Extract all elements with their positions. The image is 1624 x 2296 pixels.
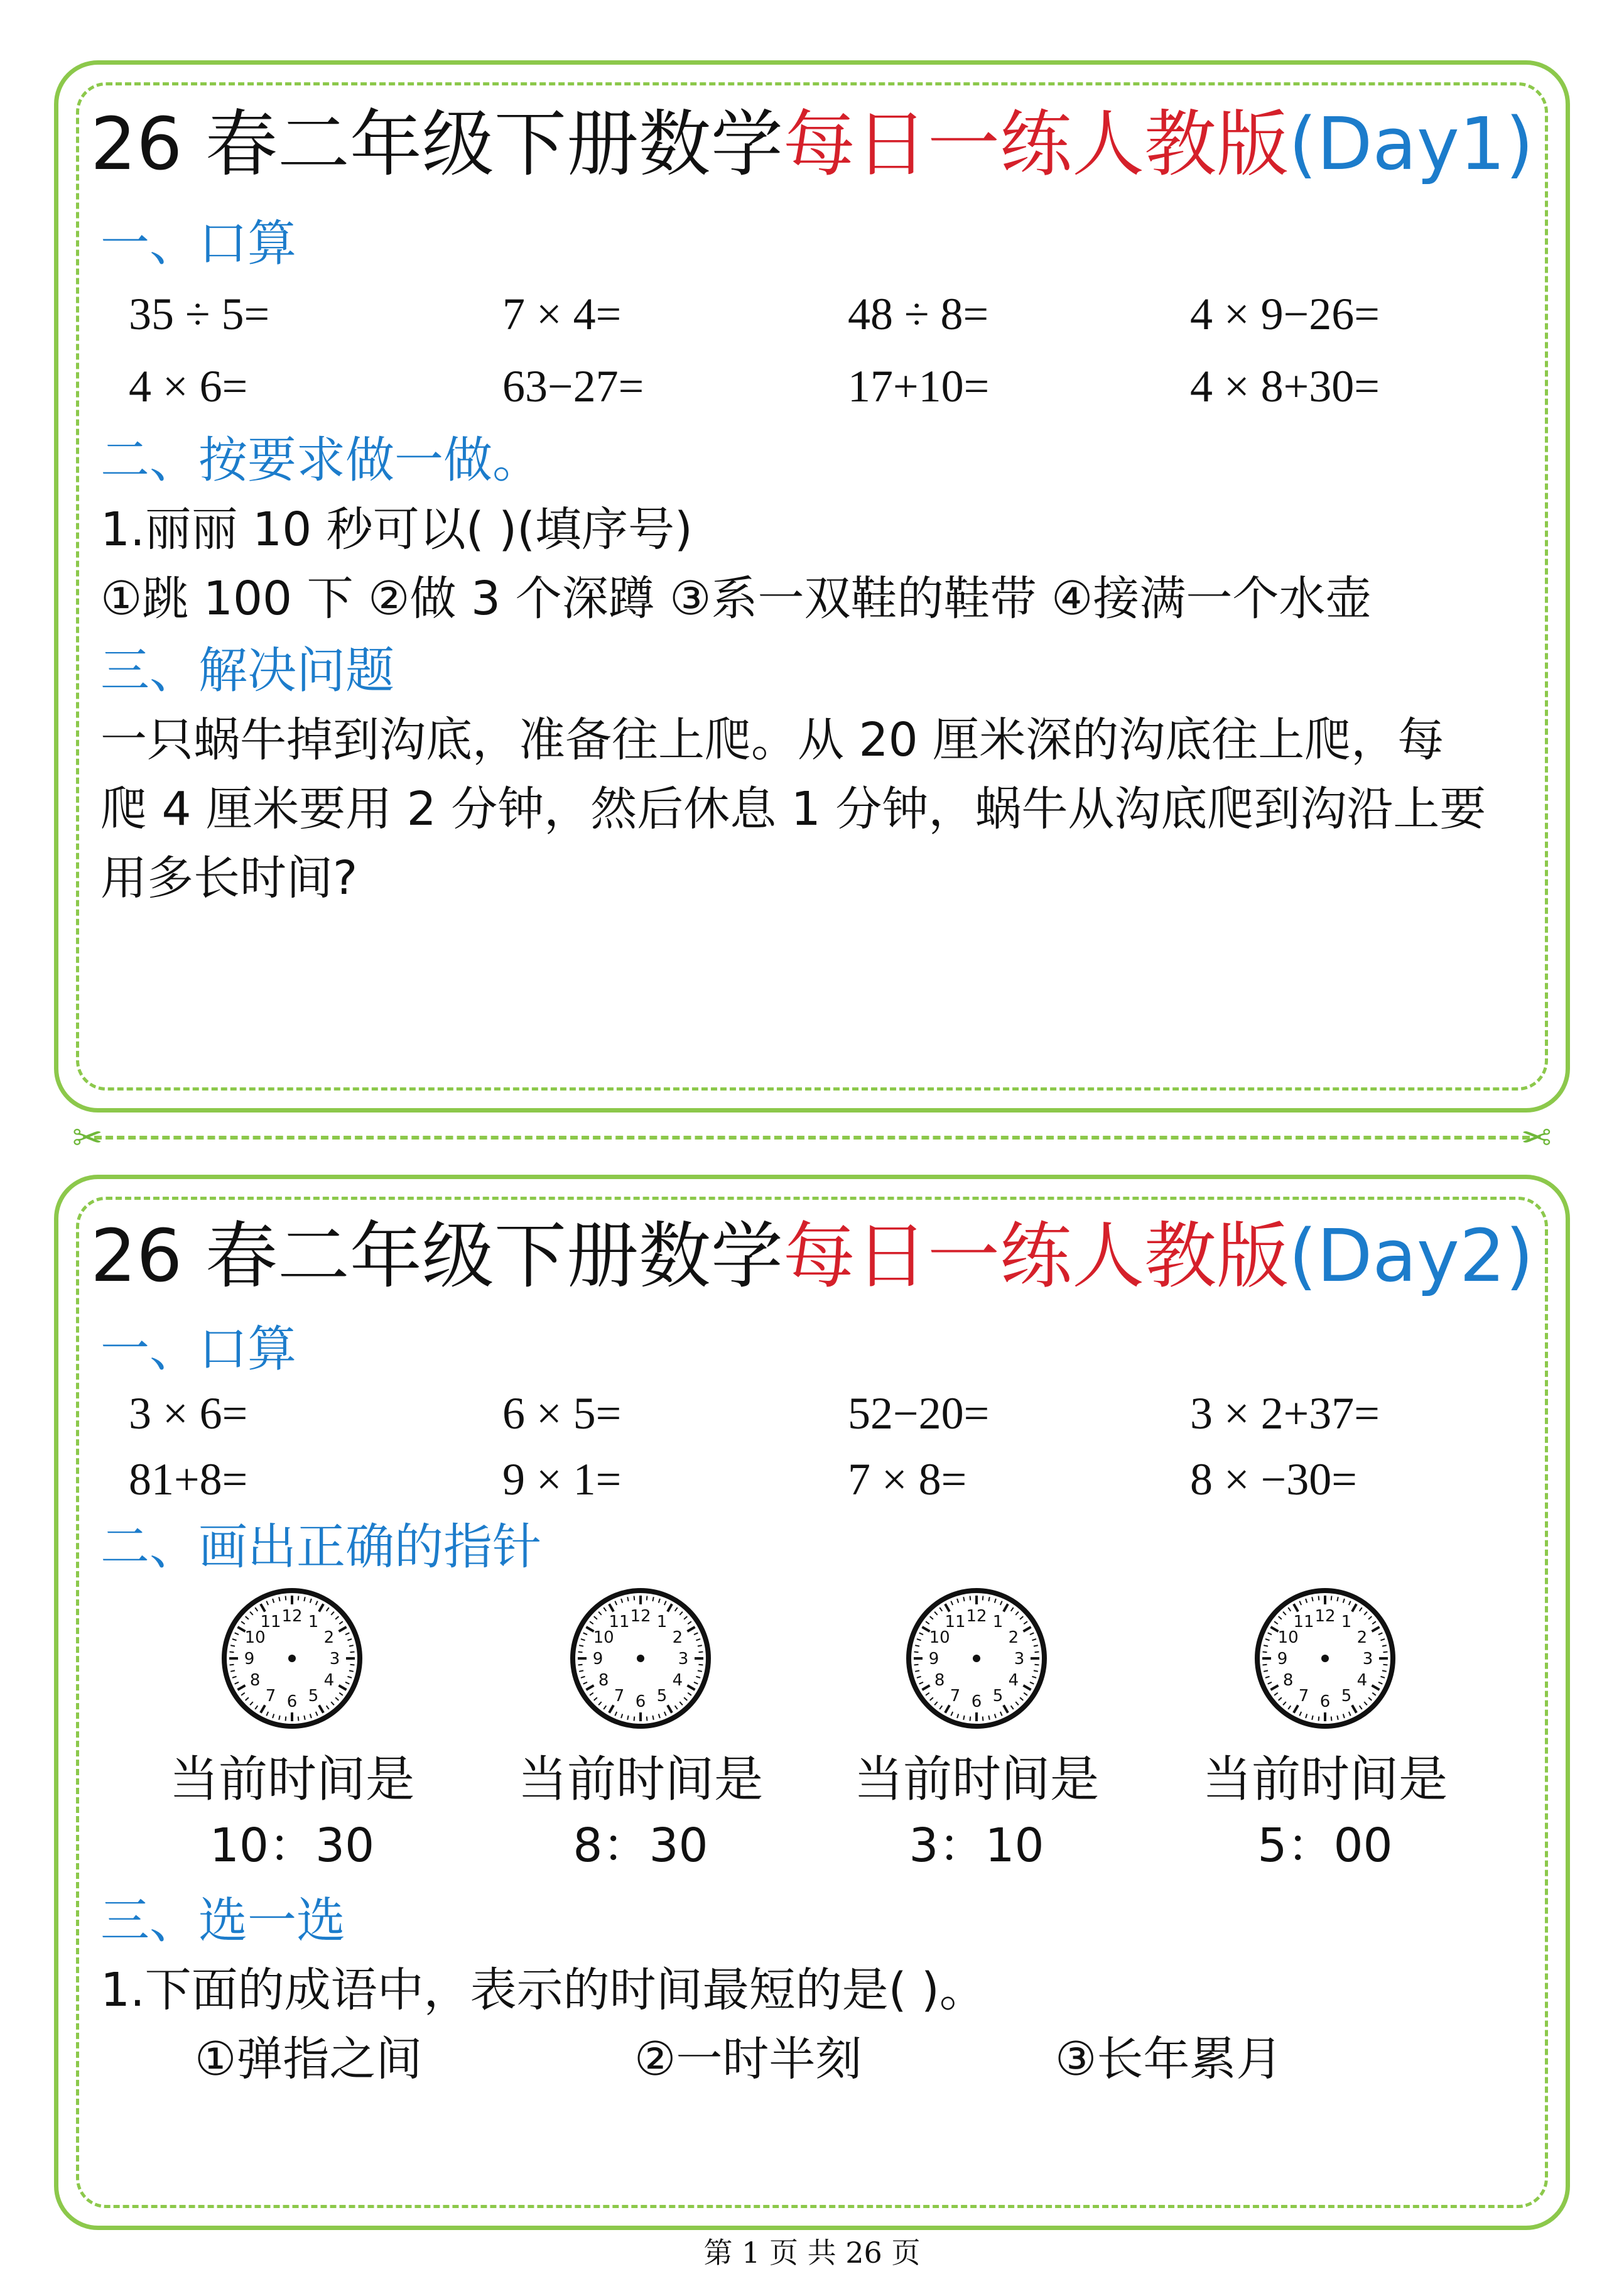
clock-time: 8：30 <box>573 1819 708 1873</box>
clock-number: 7 <box>614 1686 625 1706</box>
clock-number: 4 <box>1356 1671 1368 1690</box>
clock-number: 11 <box>1293 1613 1314 1632</box>
clock-number: 10 <box>593 1628 614 1647</box>
clock-number: 9 <box>592 1650 604 1668</box>
clock-number: 2 <box>323 1628 335 1647</box>
clock-number: 11 <box>609 1613 630 1632</box>
day2-calc-item: 7 × 8= <box>848 1454 967 1504</box>
day2-option: ②一时半刻 <box>634 2032 862 2086</box>
day1-problem-line: 爬 4 厘米要用 2 分钟，然后休息 1 分钟，蜗牛从沟底爬到沟沿上要 <box>100 782 1486 836</box>
day2-calc-item: 3 × 6= <box>129 1388 248 1439</box>
day1-question-1-options: ①跳 100 下 ②做 3 个深蹲 ③系一双鞋的鞋带 ④接满一个水壶 <box>100 572 1372 626</box>
day1-calc-item: 17+10= <box>848 361 990 411</box>
day1-title-highlight: 每日一练人教版 <box>782 102 1289 187</box>
clock-number: 12 <box>281 1607 303 1626</box>
day1-calc-item: 4 × 9−26= <box>1190 289 1380 339</box>
day1-question-1: 1.丽丽 10 秒可以( )(填序号) <box>100 503 693 557</box>
day1-title-day: (Day1) <box>1288 102 1534 187</box>
day2-title <box>0 1212 1624 1300</box>
clock-number: 10 <box>929 1628 950 1647</box>
day2-section-oral-calc: 一、口算 <box>100 1321 297 1378</box>
clock-number: 8 <box>1282 1671 1294 1690</box>
clock-number: 10 <box>244 1628 266 1647</box>
clock-number: 8 <box>598 1671 609 1690</box>
clock-face-icon[interactable] <box>904 1586 1049 1731</box>
clock-number: 9 <box>244 1650 255 1668</box>
clock-number: 3 <box>1362 1650 1373 1668</box>
day1-calc-item: 7 × 4= <box>502 289 622 339</box>
day2-calc-item: 52−20= <box>848 1388 990 1439</box>
clock-number: 8 <box>934 1671 945 1690</box>
scissors-icon: ✂ <box>1521 1116 1552 1159</box>
clock-number: 5 <box>1341 1686 1352 1706</box>
day1-calc-item: 35 ÷ 5= <box>129 289 270 339</box>
clock-number: 5 <box>308 1686 319 1706</box>
clock-face-icon[interactable] <box>568 1586 713 1731</box>
clock-number: 1 <box>656 1613 668 1632</box>
day1-calc-item: 48 ÷ 8= <box>848 289 989 339</box>
clock-number: 9 <box>928 1650 939 1668</box>
clock-number: 1 <box>1341 1613 1352 1632</box>
day1-title <box>0 101 1624 188</box>
day2-title-highlight: 每日一练人教版 <box>782 1214 1289 1298</box>
clock-face-icon[interactable] <box>1253 1586 1397 1731</box>
clock-face-icon[interactable] <box>220 1586 364 1731</box>
day1-calc-item: 4 × 6= <box>129 361 248 411</box>
clock-number: 7 <box>950 1686 961 1706</box>
day2-calc-item: 81+8= <box>129 1454 248 1504</box>
day1-calc-item: 63−27= <box>502 361 644 411</box>
clock-label: 当前时间是 <box>517 1751 763 1808</box>
clock-number: 3 <box>329 1650 340 1668</box>
clock-number: 1 <box>308 1613 319 1632</box>
clock-number: 5 <box>656 1686 668 1706</box>
day2-option: ①弹指之间 <box>195 2032 423 2086</box>
clock-label: 当前时间是 <box>853 1751 1099 1808</box>
clock-number: 4 <box>1008 1671 1019 1690</box>
day2-question-1: 1.下面的成语中，表示的时间最短的是( )。 <box>100 1963 986 2017</box>
clock-number: 12 <box>630 1607 651 1626</box>
clock-number: 2 <box>1356 1628 1368 1647</box>
clock-number: 4 <box>672 1671 683 1690</box>
day2-calc-item: 9 × 1= <box>502 1454 622 1504</box>
day2-calc-item: 8 × −30= <box>1190 1454 1357 1504</box>
day2-calc-item: 6 × 5= <box>502 1388 622 1439</box>
clock-number: 5 <box>992 1686 1004 1706</box>
day2-title-day: (Day2) <box>1288 1214 1534 1298</box>
page-footer: 第 1 页 共 26 页 <box>703 2236 921 2270</box>
day2-calc-item: 3 × 2+37= <box>1190 1388 1380 1439</box>
day2-option: ③长年累月 <box>1055 2032 1283 2086</box>
day1-calc-item: 4 × 8+30= <box>1190 361 1380 411</box>
clock-number: 2 <box>672 1628 683 1647</box>
clock-number: 6 <box>635 1692 646 1711</box>
day1-title-main: 26 春二年级下册数学 <box>90 102 783 187</box>
clock-time: 3：10 <box>909 1819 1044 1873</box>
clock-number: 10 <box>1277 1628 1299 1647</box>
day2-section-choose: 三、选一选 <box>100 1893 346 1949</box>
day2-title-main: 26 春二年级下册数学 <box>90 1214 783 1298</box>
day1-problem-line: 用多长时间? <box>100 851 358 905</box>
clock-number: 12 <box>966 1607 987 1626</box>
clock-number: 7 <box>265 1686 276 1706</box>
day1-section-oral-calc: 一、口算 <box>100 215 297 272</box>
clock-number: 8 <box>249 1671 261 1690</box>
clock-label: 当前时间是 <box>1202 1751 1448 1808</box>
clock-number: 4 <box>323 1671 335 1690</box>
cut-line <box>94 1136 1530 1140</box>
clock-time: 5：00 <box>1257 1819 1393 1873</box>
clock-number: 6 <box>1319 1692 1331 1711</box>
day2-section-clocks: 二、画出正确的指针 <box>100 1519 542 1575</box>
clock-number: 7 <box>1298 1686 1309 1706</box>
day1-section-task: 二、按要求做一做。 <box>100 432 542 489</box>
clock-number: 11 <box>260 1613 281 1632</box>
day1-section-problem: 三、解决问题 <box>100 643 395 699</box>
scissors-icon: ✂ <box>72 1116 103 1159</box>
clock-number: 2 <box>1008 1628 1019 1647</box>
clock-number: 12 <box>1314 1607 1336 1626</box>
clock-number: 11 <box>945 1613 966 1632</box>
clock-number: 6 <box>286 1692 298 1711</box>
clock-label: 当前时间是 <box>169 1751 414 1808</box>
day1-problem-line: 一只蜗牛掉到沟底，准备往上爬。从 20 厘米深的沟底往上爬，每 <box>100 713 1444 767</box>
clock-number: 3 <box>1014 1650 1025 1668</box>
clock-number: 9 <box>1277 1650 1288 1668</box>
clock-number: 3 <box>678 1650 689 1668</box>
clock-time: 10：30 <box>209 1819 375 1873</box>
clock-number: 1 <box>992 1613 1004 1632</box>
clock-number: 6 <box>971 1692 982 1711</box>
